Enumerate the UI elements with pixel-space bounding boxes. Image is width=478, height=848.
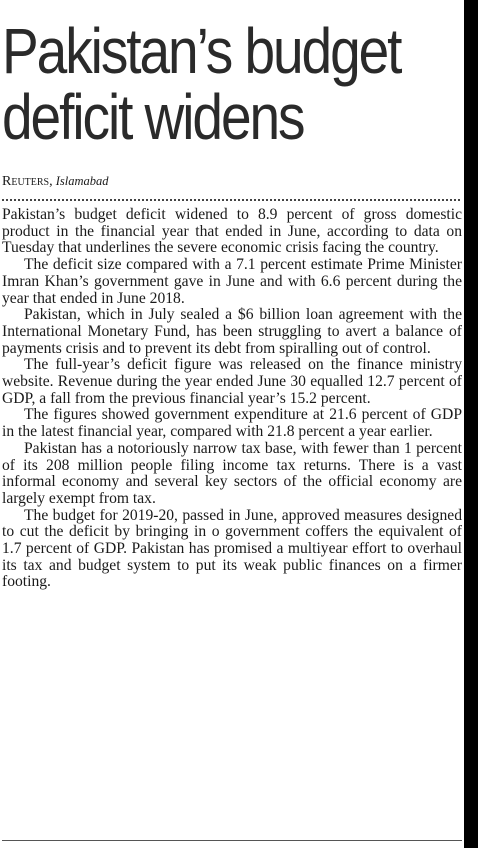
paragraph-5: The figures showed government expenditure at 21.6 percent of GDP in the latest financial year, compared with 21.8 percent a year earlier. <box>2 406 462 441</box>
paragraph-1: Pakistan’s budget deficit widened to 8.9 percent of gross domestic product in the financial year that ended in June, according to data on Tuesday that underlines the severe economic crisis facing the country. <box>2 206 462 257</box>
headline-line-2: deficit widens <box>2 81 304 153</box>
paragraph-2: The deficit size compared with a 7.1 percent estimate Prime Minister Imran Khan’s government gave in June and with 6.6 percent during the year that ended in June 2018. <box>2 256 462 307</box>
headline <box>2 15 401 153</box>
paragraph-6: Pakistan has a notoriously narrow tax base, with fewer than 1 percent of its 208 million people filing income tax returns. There is a vast informal economy and several key sectors of the official economy are largely exempt from tax. <box>2 439 462 507</box>
headline-line-1: Pakistan’s budget <box>2 15 401 87</box>
paragraph-3: Pakistan, which in July sealed a $6 billion loan agreement with the International Monetary Fund, has been struggling to avert a balance of payments crisis and to prevent its debt from spiralling out of control. <box>2 306 462 357</box>
byline <box>2 174 462 190</box>
byline-agency: Reuters, <box>2 174 53 189</box>
article-body <box>2 207 462 591</box>
news-article <box>2 0 462 848</box>
page-edge-bar <box>464 0 478 848</box>
paragraph-4: The full-year’s deficit figure was released on the finance ministry website. Revenue during the year ended June 30 equalled 12.7 percent of GDP, a fall from the previous financial year’s 15.2 percent. <box>2 356 462 407</box>
dotted-divider <box>2 199 460 201</box>
byline-location: Islamabad <box>55 174 109 188</box>
paragraph-7: The budget for 2019-20, passed in June, approved measures designed to cut the deficit by bringing in o government coffers the equivalent of 1.7 percent of GDP. Pakistan has promised a multiyear effort to overhaul its tax and budget system to put its weak public finances on a firmer footing. <box>2 506 462 591</box>
bottom-divider <box>2 840 462 841</box>
